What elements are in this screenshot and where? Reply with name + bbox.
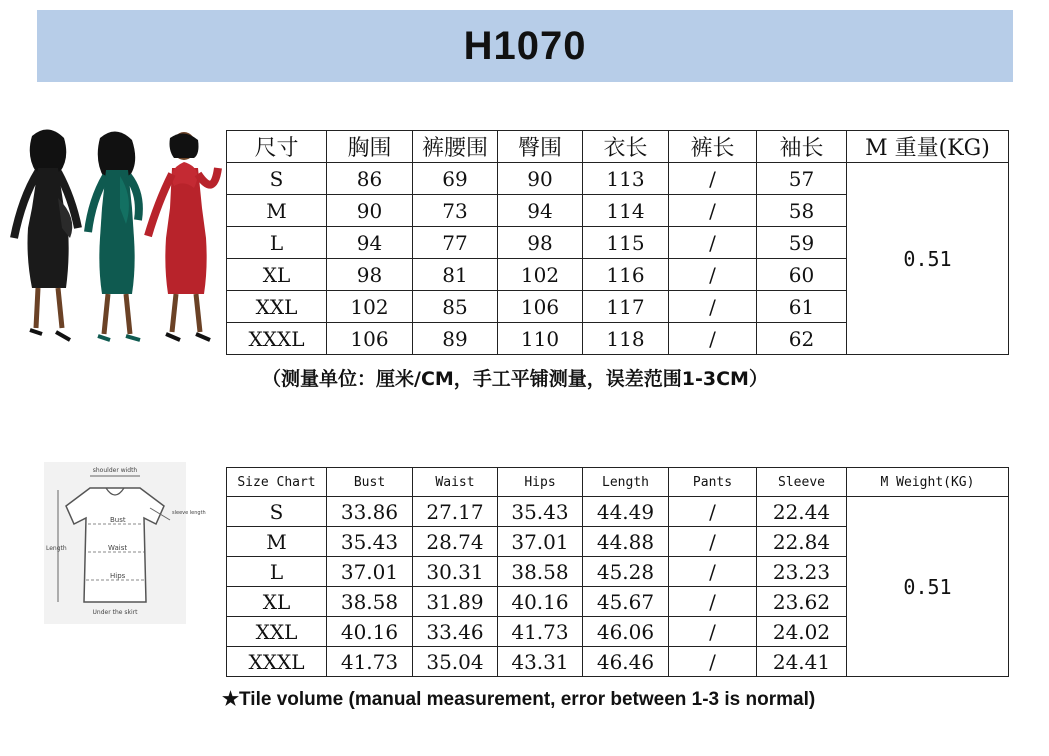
cell-length: 116 [583,259,669,291]
cell-bust: 94 [327,227,413,259]
header-hips: Hips [498,468,583,497]
header-length: 衣长 [583,131,669,163]
cell-bust: 33.86 [327,497,413,527]
cell-hips: 38.58 [498,557,583,587]
cell-size: L [227,557,327,587]
header-sleeve: 袖长 [757,131,847,163]
cell-length: 46.46 [583,647,669,677]
title-banner [37,10,1013,82]
cell-size: XXXL [227,647,327,677]
sketch-label-bust: Bust [110,516,126,524]
cell-length: 46.06 [583,617,669,647]
header-weight: M 重量(KG) [847,131,1009,163]
header-pants: 裤长 [669,131,757,163]
cell-length: 115 [583,227,669,259]
table-row [227,163,1009,195]
cell-bust: 38.58 [327,587,413,617]
product-code: H1070 [463,23,587,68]
header-waist: Waist [413,468,498,497]
sketch-label-sleeve: sleeve length [172,510,206,516]
cell-waist: 77 [413,227,498,259]
cell-pants: / [669,195,757,227]
header-bust: Bust [327,468,413,497]
cell-length: 117 [583,291,669,323]
cell-bust: 41.73 [327,647,413,677]
header-hips: 臀围 [498,131,583,163]
sketch-label-waist: Waist [108,544,128,552]
header-length: Length [583,468,669,497]
cell-length: 44.49 [583,497,669,527]
cell-sleeve: 58 [757,195,847,227]
header-sleeve: Sleeve [757,468,847,497]
header-bust: 胸围 [327,131,413,163]
cell-size: M [227,527,327,557]
measurement-note-cn: （测量单位：厘米/CM，手工平铺测量，误差范围1-3CM） [262,368,768,390]
cell-waist: 30.31 [413,557,498,587]
cell-waist: 85 [413,291,498,323]
product-photo [8,128,222,346]
cell-sleeve: 24.02 [757,617,847,647]
cell-hips: 37.01 [498,527,583,557]
cell-pants: / [669,163,757,195]
cell-size: XL [227,259,327,291]
cell-waist: 28.74 [413,527,498,557]
header-pants: Pants [669,468,757,497]
cell-length: 114 [583,195,669,227]
cell-bust: 40.16 [327,617,413,647]
cell-hips: 40.16 [498,587,583,617]
model-green [88,131,140,340]
cell-weight: 0.51 [847,497,1009,677]
size-table-cn [226,130,1009,355]
cell-length: 45.67 [583,587,669,617]
cell-length: 45.28 [583,557,669,587]
header-size: Size Chart [227,468,327,497]
cell-hips: 98 [498,227,583,259]
cell-bust: 35.43 [327,527,413,557]
cell-pants: / [669,259,757,291]
cell-weight: 0.51 [847,163,1009,355]
cell-waist: 73 [413,195,498,227]
cell-hips: 102 [498,259,583,291]
cell-waist: 89 [413,323,498,355]
cell-sleeve: 22.44 [757,497,847,527]
sketch-label-length: Length [46,545,67,552]
cell-length: 113 [583,163,669,195]
size-table-en [226,467,1009,677]
cell-length: 118 [583,323,669,355]
cell-pants: / [669,647,757,677]
cell-bust: 86 [327,163,413,195]
cell-bust: 37.01 [327,557,413,587]
header-waist: 裤腰围 [413,131,498,163]
table-header-row [227,468,1009,497]
cell-hips: 35.43 [498,497,583,527]
cell-size: XL [227,587,327,617]
cell-size: L [227,227,327,259]
cell-bust: 102 [327,291,413,323]
cell-length: 44.88 [583,527,669,557]
header-size: 尺寸 [227,131,327,163]
cell-sleeve: 23.62 [757,587,847,617]
cell-size: S [227,163,327,195]
cell-sleeve: 23.23 [757,557,847,587]
cell-sleeve: 62 [757,323,847,355]
cell-size: XXXL [227,323,327,355]
measurement-note-en: ★Tile volume (manual measurement, error between 1-3 is normal) [222,689,816,710]
cell-waist: 33.46 [413,617,498,647]
table-header-row [227,131,1009,163]
header-weight: M Weight(KG) [847,468,1009,497]
table-row [227,497,1009,527]
cell-waist: 31.89 [413,587,498,617]
cell-size: XXL [227,617,327,647]
cell-sleeve: 57 [757,163,847,195]
cell-bust: 90 [327,195,413,227]
measurement-diagram [44,462,206,624]
cell-sleeve: 59 [757,227,847,259]
cell-hips: 110 [498,323,583,355]
cell-pants: / [669,557,757,587]
cell-sleeve: 24.41 [757,647,847,677]
cell-pants: / [669,617,757,647]
cell-hips: 90 [498,163,583,195]
cell-pants: / [669,587,757,617]
cell-hips: 41.73 [498,617,583,647]
cell-bust: 98 [327,259,413,291]
sketch-label-skirt: Under the skirt [92,609,138,616]
sketch-label-hips: Hips [110,572,126,580]
cell-hips: 94 [498,195,583,227]
cell-sleeve: 22.84 [757,527,847,557]
cell-hips: 43.31 [498,647,583,677]
cell-pants: / [669,291,757,323]
cell-waist: 69 [413,163,498,195]
cell-size: XXL [227,291,327,323]
cell-sleeve: 60 [757,259,847,291]
model-black [14,129,78,340]
cell-pants: / [669,527,757,557]
cell-hips: 106 [498,291,583,323]
cell-sleeve: 61 [757,291,847,323]
model-red [148,132,218,340]
cell-waist: 35.04 [413,647,498,677]
cell-pants: / [669,323,757,355]
cell-pants: / [669,497,757,527]
sketch-label-shoulder: shoulder width [92,467,138,474]
cell-bust: 106 [327,323,413,355]
cell-waist: 27.17 [413,497,498,527]
cell-waist: 81 [413,259,498,291]
cell-pants: / [669,227,757,259]
cell-size: S [227,497,327,527]
cell-size: M [227,195,327,227]
